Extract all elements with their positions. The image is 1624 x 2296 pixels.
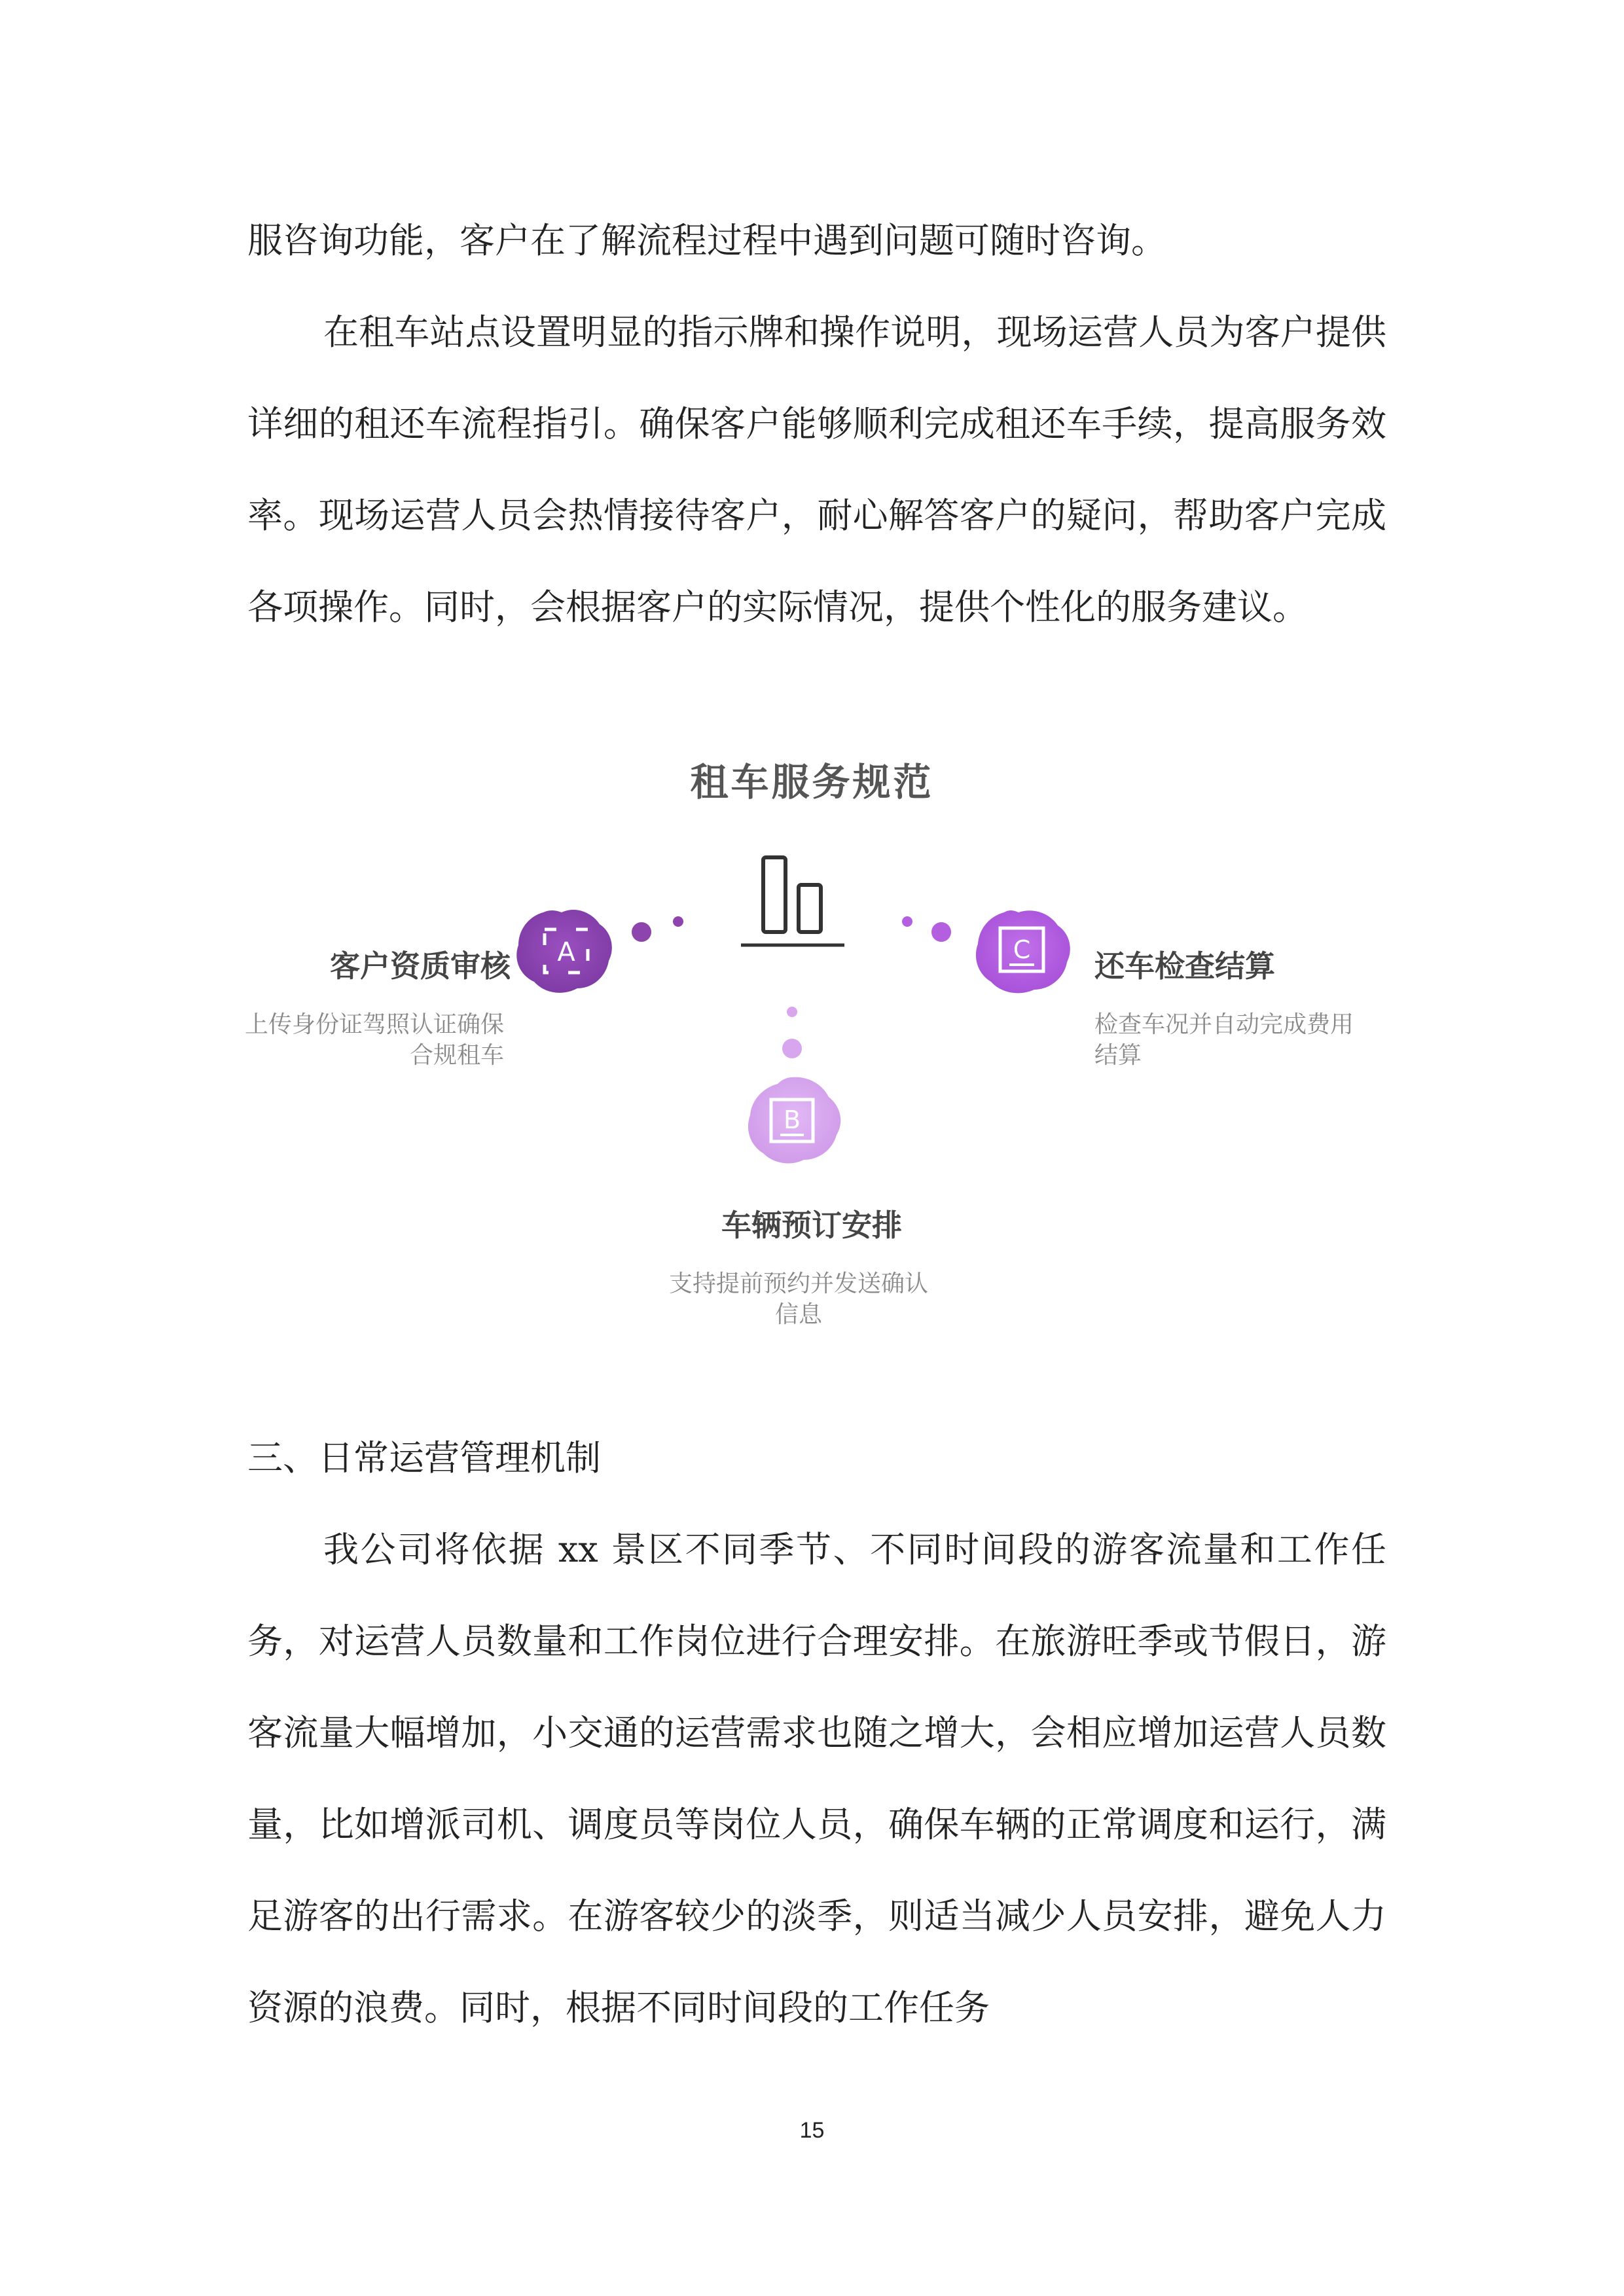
paragraph-continuation: 服咨询功能，客户在了解流程过程中遇到问题可随时咨询。 [247,220,1166,261]
badge-letter-a: A [557,937,575,967]
step-c-badge [976,910,1070,993]
diagram-title: 租车服务规范 [690,760,934,804]
paragraph-operations: 我公司将依据 xx 景区不同季节、不同时间段的游客流量和工作任务，对运营人员数量和工作岗位进行合理安排。在旅游旺季或节假日，游客流量大幅增加，小交通的运营需求也随之增大，会相应增加运营人员数量，比如增派司机、调度员等岗位人员，确保车辆的正常调度和运行，满足游客的出行需求。在游客较少的淡季，则适当减少人员安排，避免人力资源的浪费。同时，根据不同时间段的工作任务 [247,1529,1386,2028]
connector-dot [931,922,951,942]
connector-dot [782,1039,802,1058]
bar-chart-icon [741,857,844,945]
section-heading: 三、日常运营管理机制 [247,1437,601,1479]
step-a-badge [516,910,612,993]
step-c-title: 还车检查结算 [1094,948,1275,984]
step-a-title: 客户资质审核 [330,948,511,984]
connector-dot [632,922,651,942]
badge-letter-c: C [1013,935,1031,964]
badge-letter-b: B [783,1105,801,1134]
step-b-title: 车辆预订安排 [721,1208,902,1243]
connector-dot [673,916,683,927]
step-b-description: 支持提前预约并发送确认信息 [668,1270,928,1328]
connector-dot [787,1007,797,1017]
step-a-description: 上传身份证驾照认证确保合规租车 [244,1011,504,1069]
step-c-description: 检查车况并自动完成费用结算 [1094,1011,1354,1069]
paragraph-rental-guidance: 在租车站点设置明显的指示牌和操作说明，现场运营人员为客户提供详细的租还车流程指引。确保客户能够顺利完成租还车手续，提高服务效率。现场运营人员会热情接待客户，耐心解答客户的疑问，帮助客户完成各项操作。同时，会根据客户的实际情况，提供个性化的服务建议。 [247,312,1386,628]
connector-dot [902,916,912,927]
page-number: 15 [799,2118,825,2143]
step-b-badge [748,1077,840,1164]
